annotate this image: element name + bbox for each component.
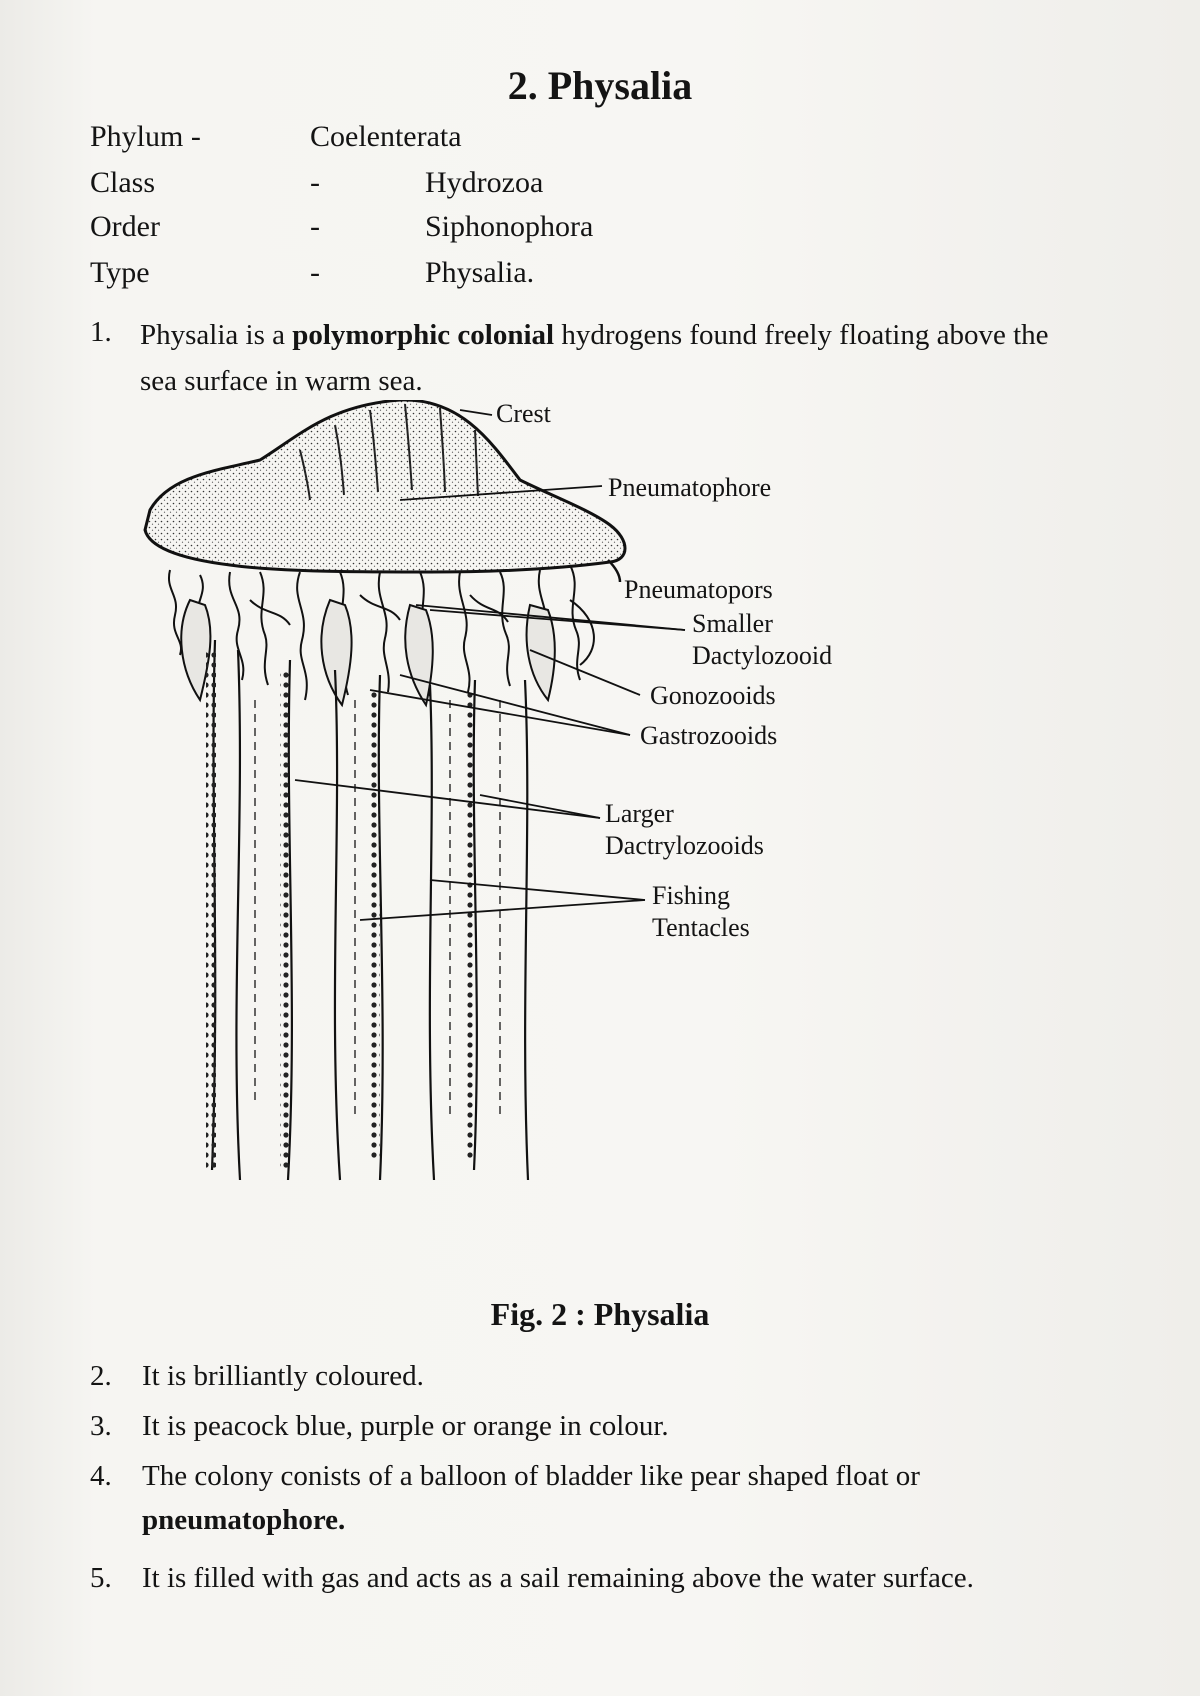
taxonomy-dash: -	[310, 210, 320, 243]
label-pneumatopors: Pneumatopors	[624, 575, 773, 604]
point-text	[142, 1454, 1142, 1542]
point-text: It is brilliantly coloured.	[142, 1360, 424, 1392]
pneumatophore-float	[145, 400, 625, 572]
point-number: 5.	[90, 1562, 112, 1594]
point-number: 1.	[90, 316, 112, 348]
label-larger: Larger	[605, 799, 674, 828]
label-smaller: Smaller	[692, 609, 773, 638]
taxonomy-row-order	[90, 210, 790, 254]
page-title: 2. Physalia	[507, 63, 693, 108]
label-gonozooids: Gonozooids	[650, 681, 776, 710]
label-tentacles: Tentacles	[652, 913, 750, 942]
taxonomy-row-phylum	[90, 120, 790, 164]
label-dactrylozooids: Dactrylozooids	[605, 831, 764, 860]
point-4-text-a: The colony conists of a balloon of bladder like pear shaped float or	[142, 1460, 920, 1492]
point-1-text-a: Physalia is a	[140, 319, 293, 351]
label-dactylozooid: Dactylozooid	[692, 641, 833, 670]
point-number: 3.	[90, 1410, 112, 1442]
taxonomy-label: Class	[90, 166, 156, 199]
point-1-text-b: hydrogens found freely floating above the sea surface in warm sea.	[140, 319, 1049, 397]
figure-caption: Fig. 2 : Physalia	[490, 1296, 710, 1332]
point-1-text	[140, 312, 1090, 404]
taxonomy-label: Phylum -	[90, 120, 201, 153]
taxonomy-row-class	[90, 166, 790, 210]
point-4-bold-term: pneumatophore.	[142, 1504, 346, 1536]
physalia-figure	[130, 400, 1070, 1280]
taxonomy-dash: -	[310, 166, 320, 199]
point-number: 4.	[90, 1460, 112, 1492]
taxonomy-label: Order	[90, 210, 160, 243]
taxonomy-value: Physalia.	[425, 256, 535, 289]
zooid-cluster	[169, 565, 594, 705]
physalia-drawing	[130, 400, 1070, 1280]
taxonomy-dash: -	[310, 256, 320, 289]
taxonomy-row-type	[90, 256, 790, 300]
point-text: It is peacock blue, purple or orange in colour.	[142, 1410, 669, 1442]
label-fishing: Fishing	[652, 881, 731, 910]
label-pneumatophore: Pneumatophore	[608, 473, 772, 502]
taxonomy-value: Siphonophora	[425, 210, 594, 243]
label-crest: Crest	[496, 399, 551, 428]
taxonomy-value: Hydrozoa	[425, 166, 544, 199]
beaded-tentacles	[206, 650, 475, 1170]
label-gastrozooids: Gastrozooids	[640, 721, 778, 750]
taxonomy-label: Type	[90, 256, 150, 289]
point-number: 2.	[90, 1360, 112, 1392]
point-text: It is filled with gas and acts as a sail remaining above the water surface.	[142, 1562, 974, 1594]
point-1-bold-term: polymorphic colonial	[292, 319, 555, 351]
taxonomy-value: Coelenterata	[310, 120, 462, 153]
